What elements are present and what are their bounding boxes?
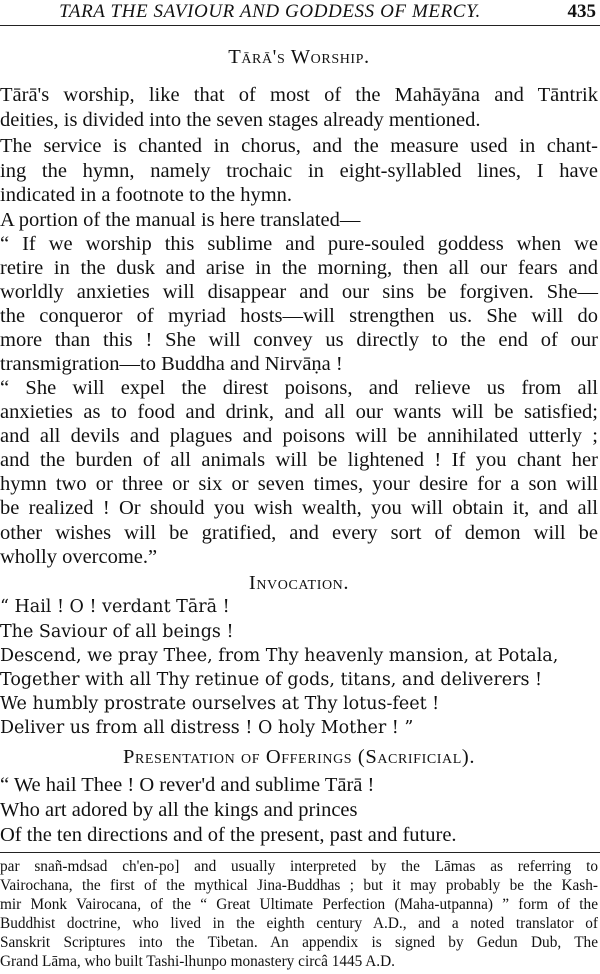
text-line: transmigration—to Buddha and Nirvāṇa ! — [0, 353, 343, 375]
footnote-line: Buddhist doctrine, who lived in the eighth century A.D., and a noted translator of — [0, 915, 598, 932]
section-heading-worship: Tārā's Worship. — [228, 46, 370, 68]
text-line: Who art adored by all the kings and princes — [0, 799, 358, 821]
footnote-rule — [0, 852, 600, 853]
page-header — [0, 0, 600, 24]
text-line: A portion of the manual is here translated— — [0, 209, 361, 231]
text-line: hymn two or three or six or seven times, your desire for a son will — [0, 473, 598, 495]
text-line: and all devils and plagues and poisons will be annihilated utterly ; — [0, 425, 598, 447]
text-line: Of the ten directions and of the present, past and future. — [0, 824, 457, 846]
footnote-line: Vairochana, the first of the mythical Jina-Buddhas ; but it may probably be the Kash- — [0, 877, 598, 894]
page-number: 435 — [567, 1, 596, 22]
running-head: TARA THE SAVIOUR AND GODDESS OF MERCY. — [59, 1, 481, 22]
text-line: other wishes will be gratified, and every sort of demon will be — [0, 522, 598, 544]
footnote-line: par snañ-mdsad ch'en-po] and usually interpreted by the Lāmas as referring to — [0, 858, 598, 875]
text-line: “ If we worship this sublime and pure-souled goddess when we — [0, 233, 598, 255]
text-line: The service is chanted in chorus, and the measure used in chant- — [0, 135, 598, 157]
text-line: and the burden of all animals will be lightened ! If you chant her — [0, 449, 598, 471]
verse-line: We humbly prostrate ourselves at Thy lotus-feet ! — [0, 694, 440, 714]
text-line: wholly overcome.” — [0, 546, 158, 568]
section-heading-offerings: Presentation of Offerings (Sacrificial). — [122, 746, 476, 768]
verse-line: Deliver us from all distress ! O holy Mother ! ” — [0, 718, 414, 738]
text-line: the conqueror of myriad hosts—will strengthen us. She will do — [0, 305, 598, 327]
text-line: deities, is divided into the seven stages already mentioned. — [0, 109, 481, 131]
text-line: more than this ! She will convey us directly to the end of our — [0, 329, 598, 351]
verse-line: “ Hail ! O ! verdant Tārā ! — [0, 597, 230, 617]
verse-line: Together with all Thy retinue of gods, titans, and deliverers ! — [0, 670, 543, 690]
footnote-line: Grand Lāma, who built Tashi-lhunpo monastery circâ 1445 A.D. — [0, 953, 396, 970]
text-line: ing the hymn, namely trochaic in eight-syllabled lines, I have — [0, 160, 598, 182]
header-rule — [0, 25, 600, 26]
text-line: Tārā's worship, like that of most of the Mahāyāna and Tāntrik — [0, 84, 598, 106]
verse-line: The Saviour of all beings ! — [0, 622, 234, 642]
text-line: indicated in a footnote to the hymn. — [0, 184, 293, 206]
footnote-line: mir Monk Vairocana, of the “ Great Ultimate Perfection (Maha-utpanna) ” form of the — [0, 896, 598, 913]
text-line: “ She will expel the direst poisons, and relieve us from all — [0, 377, 598, 399]
text-line: retire in the dusk and arise in the morning, then all our fears and — [0, 257, 598, 279]
verse-line: Descend, we pray Thee, from Thy heavenly mansion, at Potala, — [0, 646, 559, 666]
text-line: be realized ! Or should you wish wealth, you will obtain it, and all — [0, 497, 598, 519]
text-line: worldly anxieties will disappear and our sins be forgiven. She— — [0, 281, 598, 303]
footnote-line: Sanskrit Scriptures into the Tibetan. An appendix is signed by Gedun Dub, The — [0, 934, 598, 951]
text-line: anxieties as to food and drink, and all our wants will be satisfied; — [0, 401, 598, 423]
text-line: “ We hail Thee ! O rever'd and sublime Tārā ! — [0, 774, 375, 796]
section-heading-invocation: Invocation. — [248, 572, 350, 594]
